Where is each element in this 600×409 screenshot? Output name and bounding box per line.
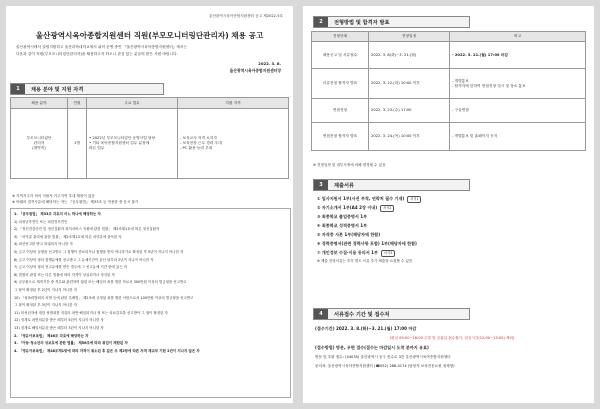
document-item bbox=[317, 212, 587, 221]
doc-number: ② bbox=[317, 205, 321, 210]
table-header: 지원 자격 bbox=[178, 98, 289, 109]
section-label: 채용 분야 및 지원 자격 bbox=[31, 86, 84, 93]
document-item bbox=[317, 203, 587, 212]
intro-line: 울산광역시에서 설립지원하고 울산과학대학교에서 위탁 운영 중인 『울산광역시육아종합지원센터』에서는 bbox=[16, 45, 188, 49]
disq-line: 8) 법원의 판결 또는 다른 법률에 따라 자격이 상실되거나 정지된 자 bbox=[14, 272, 115, 277]
schedule-note-text: ※ 전형일정 및 내부사정에 의해 변경될 수 있음 bbox=[313, 163, 386, 167]
notice-date: 2022. 3. 8. bbox=[258, 61, 281, 66]
disq-line: 1) 피성년후견인 또는 피한정후견인 bbox=[14, 219, 68, 224]
schedule-note: - 개별통보 - 합격자에 한하여 면접전형 일시 및 장소 통보 bbox=[450, 69, 586, 99]
table-header: 인원 bbox=[68, 98, 87, 109]
doc-number: ④ bbox=[317, 223, 321, 228]
disq-line: 2. 「영유아보육법」 제46조 각호에 해당하는 자 bbox=[14, 333, 89, 338]
qualification-item: - 보육교사 자격 소지자 bbox=[180, 136, 217, 140]
doc-text: 입사지원서 1부(사진 부착, 연락처 필수 기재) bbox=[321, 196, 405, 201]
section-label: 제출서류 bbox=[334, 182, 355, 189]
section-label: 서류접수 기간 및 접수처 bbox=[334, 311, 390, 318]
disq-line: 13) 징계로 해임처분을 받은 때부터 3년이 지나지 아니한 자 bbox=[14, 325, 104, 330]
doc-text: 자기소개서 1부(A4 2장 이내) bbox=[321, 205, 378, 210]
schedule-date: 2022. 3. 22.(화) 10:00 이후 bbox=[369, 69, 450, 99]
doc-number: ⑦ bbox=[317, 250, 321, 255]
doc-number: ⑤ bbox=[317, 232, 321, 237]
section-number: 1 bbox=[11, 84, 25, 94]
duty-item: • 기타 육아종합지원센터 업무 분장에 bbox=[89, 141, 150, 145]
document-item bbox=[317, 230, 587, 239]
doc-text: 경력증명서(관련 경력사항 포함) 1부(해당자에 한함) bbox=[321, 241, 417, 246]
submission-method: (접수방법) 방문, 우편 접수(접수는 마감일시 도착 분까지 유효) bbox=[315, 345, 429, 350]
disq-line: 6) 금고 이상의 형의 집행유예를 선고받고 그 유예기간이 끝난 날부터 2년이 지나지 아니한 자 bbox=[14, 257, 154, 262]
schedule-stage: 서류전형 합격자 발표 bbox=[312, 69, 369, 99]
notice-page-right bbox=[303, 6, 594, 403]
section-3-heading bbox=[313, 179, 470, 191]
form-download-button[interactable]: 서식1 bbox=[407, 196, 421, 203]
qualification-item: - PC 활용 능력 우대 bbox=[180, 146, 213, 150]
doc-text: 자격증 사본 1부(해당자에 한함) bbox=[321, 232, 381, 237]
section-number: 3 bbox=[314, 180, 328, 190]
notes-top bbox=[12, 194, 288, 206]
intro-text bbox=[16, 44, 284, 57]
submission-hours: (평일 09:00~18:00 주말 및 공휴일 접수불가, 점심시간(12:00~13:00) 제외) bbox=[389, 335, 515, 340]
documents-note: ※ 제출 증빙서류는 추후 별도 서류 추가 제출을 요청할 수 있음 bbox=[317, 259, 413, 263]
document-item bbox=[317, 248, 587, 257]
doc-text: 개인정보 수집·이용 동의서 1부 bbox=[321, 250, 378, 255]
notice-title: 울산광역시육아종합지원센터 직원(부모모니터링단관리자) 채용 공고 bbox=[35, 31, 264, 40]
form-download-button[interactable]: 서식3 bbox=[381, 250, 395, 257]
document-item bbox=[317, 239, 587, 248]
schedule-stage: 면접전형 합격자 발표 bbox=[312, 123, 369, 151]
schedule-stage: 면접전형 bbox=[312, 99, 369, 123]
disq-line: 11) 미성년자에 대한 성범죄를 저질러 파면·해임되거나 형 또는 치료감호를 선고받아 그 형이 확정된 자 bbox=[14, 310, 168, 315]
disqualification-list bbox=[14, 211, 285, 355]
schedule-table bbox=[311, 31, 586, 151]
doc-number: ① bbox=[317, 196, 321, 201]
disq-line: 그 형이 확정된 후 2년이 지나지 아니한 자 bbox=[14, 287, 77, 292]
disq-line: 12) 징계로 파면처분을 받은 때부터 5년이 지나지 아니한 자 bbox=[14, 318, 104, 323]
qualification-item: - 보육현장 근무 경력 우대 bbox=[180, 141, 222, 145]
disq-line: 2) 「정신건강증진 및 정신질환자 복지서비스 지원에 관한 법률」 제3조제1호에 따른 정신질환자 bbox=[14, 227, 160, 232]
documents-list bbox=[317, 194, 587, 266]
disq-line: 3) 「마약류 관리에 관한 법률」 제2조제1호에 따른 마약류에 중독된 자 bbox=[14, 234, 122, 239]
disq-line: 4. 「영유아보육법」 제48조제1항에 따라 자격이 취소된 후 같은 조 제2항에 따른 자격 재교부 기한 2년이 지나지 않은 자 bbox=[14, 348, 200, 353]
disq-line: 3. 「아동·청소년의 성보호에 관한 법률」 제56조에 따라 취업이 제한된 자 bbox=[14, 341, 128, 346]
disq-line: 10) 「성폭력범죄의 처벌 등에 관한 특례법」 제2조에 규정된 죄를 범한 사람으로서 100만원 이상의 벌금형을 선고받고 bbox=[14, 295, 194, 300]
disq-line: 5) 금고 이상의 실형을 선고받고 그 집행이 종료되거나 집행을 받지 아니하기로 확정된 후 5년이 지나지 아니한 자 bbox=[14, 249, 184, 254]
table-header: 전형일정 bbox=[369, 32, 450, 42]
schedule-note: - 2022. 3. 21.(월) 17:00 마감 bbox=[450, 42, 586, 69]
duty-item: • 2022년 부모모니터링단 운영사업 담당 bbox=[89, 136, 156, 140]
notice-organization: 울산광역시육아종합지원센터장 bbox=[229, 68, 281, 73]
submission-info bbox=[315, 324, 589, 372]
notice-page-left bbox=[6, 6, 293, 403]
disq-line: 9) 공무원으로 재직기간 중 직무와 관련하여 횡령 또는 배임의 죄를 범한 자로서 300만원 이상의 벌금형을 선고받고 bbox=[14, 280, 187, 285]
notice-reference-number: 울산광역시육아종합지원센터 공고 제2022-5호 bbox=[208, 14, 283, 18]
table-cell-count: 1명 bbox=[68, 109, 87, 179]
duty-item: 따른 업무 bbox=[89, 146, 105, 150]
schedule-date: 2022. 3. 24.(목) 10:00 이후 bbox=[369, 123, 450, 151]
disq-line: 4) 파산선고를 받고 복권되지 아니한 자 bbox=[14, 242, 73, 247]
form-download-button[interactable]: 서식2 bbox=[380, 205, 394, 212]
disq-line: 그 형이 확정된 후 3년이 지나지 아니한 자 bbox=[14, 303, 77, 308]
section-1-heading bbox=[10, 83, 164, 95]
document-item bbox=[317, 194, 587, 203]
note-line: ※ 아래의 결격사유에 해당하는 자는 『공무원법』 제33조 등 적용한 중 응시 불가 bbox=[12, 199, 139, 204]
schedule-date: 2022. 3. 23.(수) 17:00 bbox=[369, 99, 450, 123]
doc-text: 최종학교 성적증명서 1부 bbox=[321, 223, 368, 228]
doc-text: 최종학교 졸업증명서 1부 bbox=[321, 214, 368, 219]
section-4-heading bbox=[313, 308, 470, 320]
schedule-stage: 채용공고 및 서류접수 bbox=[312, 42, 369, 69]
table-cell-duties bbox=[87, 109, 178, 179]
table-header: 채용 분야 bbox=[11, 98, 68, 109]
intro-line: 다음과 같이 직원(부모모니터링단관리자)을 채용하고자 하오니 관심 있는 분들의 많은 지원 바랍니다. bbox=[16, 51, 178, 56]
submission-contact: 문의처: 울산광역시육아종합지원센터 (☎052) 288-4174 (담당자 보육전문요원 정채영) bbox=[315, 364, 455, 368]
document-item bbox=[317, 221, 587, 230]
submission-period: (접수기간) 2022. 3. 8.(화)~3. 21.(월) 17:00 마감 bbox=[315, 326, 417, 331]
schedule-note: - 구술면접 bbox=[450, 99, 586, 123]
disq-line: 7) 금고 이상의 형의 선고유예를 받은 경우에 그 선고유예 기간 중에 있는 자 bbox=[14, 265, 127, 270]
table-header: 주요 업무 bbox=[87, 98, 178, 109]
table-cell-qualifications bbox=[178, 109, 289, 179]
table-header: 전형단계 bbox=[312, 32, 369, 42]
section-label: 전형방법 및 합격자 발표 bbox=[334, 19, 390, 26]
doc-number: ⑥ bbox=[317, 241, 321, 246]
schedule-note: - 개별통보 및 홈페이지 공지 bbox=[450, 123, 586, 151]
schedule-date: 2022. 3. 8(화)~3. 21.(월) bbox=[369, 42, 450, 69]
table-cell-field: 부모모니터링단 관리자 (계약직) bbox=[11, 109, 68, 179]
submission-place: 방문 및 우편 접수: (44035) 울산광역시 동구 봉수로 3층 울산광역시육아종합지원센터 bbox=[315, 354, 451, 359]
recruitment-table bbox=[10, 97, 289, 179]
table-header: 비고 bbox=[450, 32, 586, 42]
doc-number: ③ bbox=[317, 214, 321, 219]
section-number: 4 bbox=[314, 309, 328, 319]
section-2-heading bbox=[313, 16, 470, 28]
note-line: ※ 지역거주자 외의 지원자 거주지역 우대 제한이 없음 bbox=[12, 194, 95, 198]
disq-line: 1. 「공무원법」 제33조 각호의 어느 하나에 해당하는 자 bbox=[14, 212, 101, 216]
section-number: 2 bbox=[314, 17, 328, 27]
